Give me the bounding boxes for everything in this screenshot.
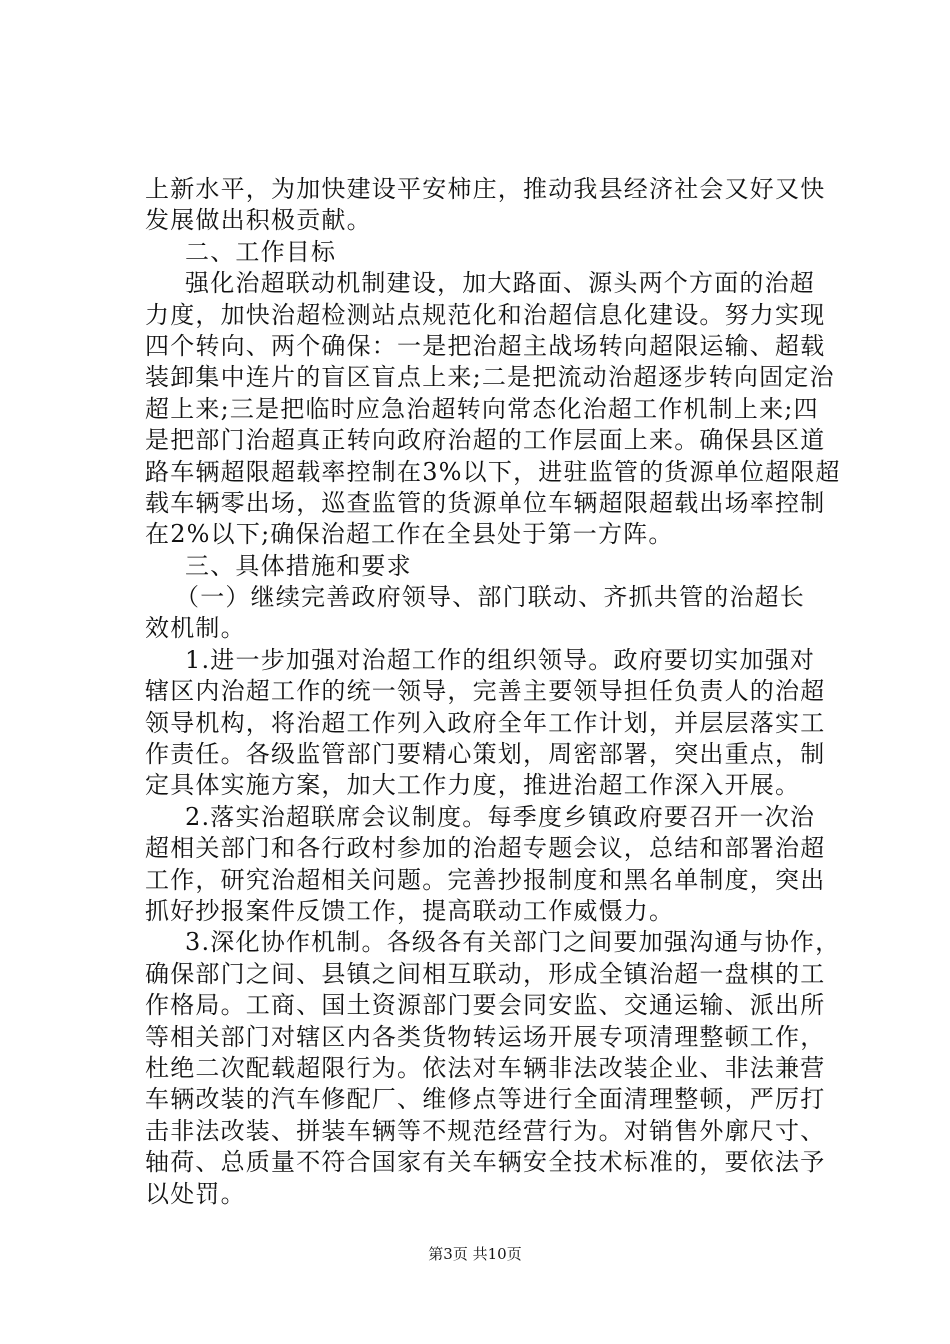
body-text-line: 作格局。工商、国土资源部门要会同安监、交通运输、派出所 <box>145 991 826 1020</box>
body-text-line: 1.进一步加强对治超工作的组织领导。政府要切实加强对 <box>185 645 816 674</box>
body-text-line: 领导机构，将治超工作列入政府全年工作计划，并层层落实工 <box>145 708 826 737</box>
body-text-line: 作责任。各级监管部门要精心策划，周密部署，突出重点，制 <box>145 740 826 769</box>
body-text-line: 力度，加快治超检测站点规范化和治超信息化建设。努力实现 <box>145 300 826 329</box>
body-text-line: 工作，研究治超相关问题。完善抄报制度和黑名单制度，突出 <box>145 865 826 894</box>
body-text-line: 等相关部门对辖区内各类货物转运场开展专项清理整顿工作， <box>145 1022 826 1051</box>
body-text-line: 路车辆超限超载率控制在3%以下，进驻监管的货源单位超限超 <box>145 457 841 486</box>
body-text-line: 确保部门之间、县镇之间相互联动，形成全镇治超一盘棋的工 <box>145 959 826 988</box>
body-text-line: 击非法改装、拼装车辆等不规范经营行为。对销售外廓尺寸、 <box>145 1116 826 1145</box>
body-text-line: 装卸集中连片的盲区盲点上来;二是把流动治超逐步转向固定治 <box>145 363 835 392</box>
body-text-line: 杜绝二次配载超限行为。依法对车辆非法改装企业、非法兼营 <box>145 1053 826 1082</box>
body-text-line: 抓好抄报案件反馈工作，提高联动工作威慑力。 <box>145 896 675 925</box>
body-text-line: 车辆改装的汽车修配厂、维修点等进行全面清理整顿，严厉打 <box>145 1085 826 1114</box>
body-text-line: 3.深化协作机制。各级各有关部门之间要加强沟通与协作， <box>185 928 841 957</box>
body-text-line: 强化治超联动机制建设，加大路面、源头两个方面的治超 <box>185 269 815 298</box>
body-text-line: 超上来;三是把临时应急治超转向常态化治超工作机制上来;四 <box>145 394 819 423</box>
body-text-line: （一）继续完善政府领导、部门联动、齐抓共管的治超长 <box>175 583 805 612</box>
document-body <box>145 174 841 1210</box>
body-text-line: 轴荷、总质量不符合国家有关车辆安全技术标准的，要依法予 <box>145 1148 826 1177</box>
body-text-line: 辖区内治超工作的统一领导，完善主要领导担任负责人的治超 <box>145 677 826 706</box>
body-text-line: 载车辆零出场，巡查监管的货源单位车辆超限超载出场率控制 <box>145 488 826 517</box>
body-text-line: 上新水平，为加快建设平安柿庄，推动我县经济社会又好又快 <box>145 175 826 203</box>
body-text-line: 超相关部门和各行政村参加的治超专题会议，总结和部署治超 <box>145 834 826 863</box>
body-text-line: 定具体实施方案，加大工作力度，推进治超工作深入开展。 <box>145 771 801 800</box>
body-text-line: 三、具体措施和要求 <box>185 551 412 580</box>
page-number-footer: 第3页 共10页 <box>428 1245 522 1263</box>
body-text-line: 发展做出积极贡献。 <box>145 206 372 235</box>
body-text-line: 2.落实治超联席会议制度。每季度乡镇政府要召开一次治 <box>185 802 816 831</box>
body-text-line: 以处罚。 <box>145 1179 246 1208</box>
body-text-line: 二、工作目标 <box>185 237 337 266</box>
body-text-line: 在2%以下;确保治超工作在全县处于第一方阵。 <box>145 520 674 549</box>
body-text-line: 四个转向、两个确保：一是把治超主战场转向超限运输、超载 <box>145 331 826 360</box>
body-text-line: 效机制。 <box>145 614 246 643</box>
body-text-line: 是把部门治超真正转向政府治超的工作层面上来。确保县区道 <box>145 426 826 455</box>
